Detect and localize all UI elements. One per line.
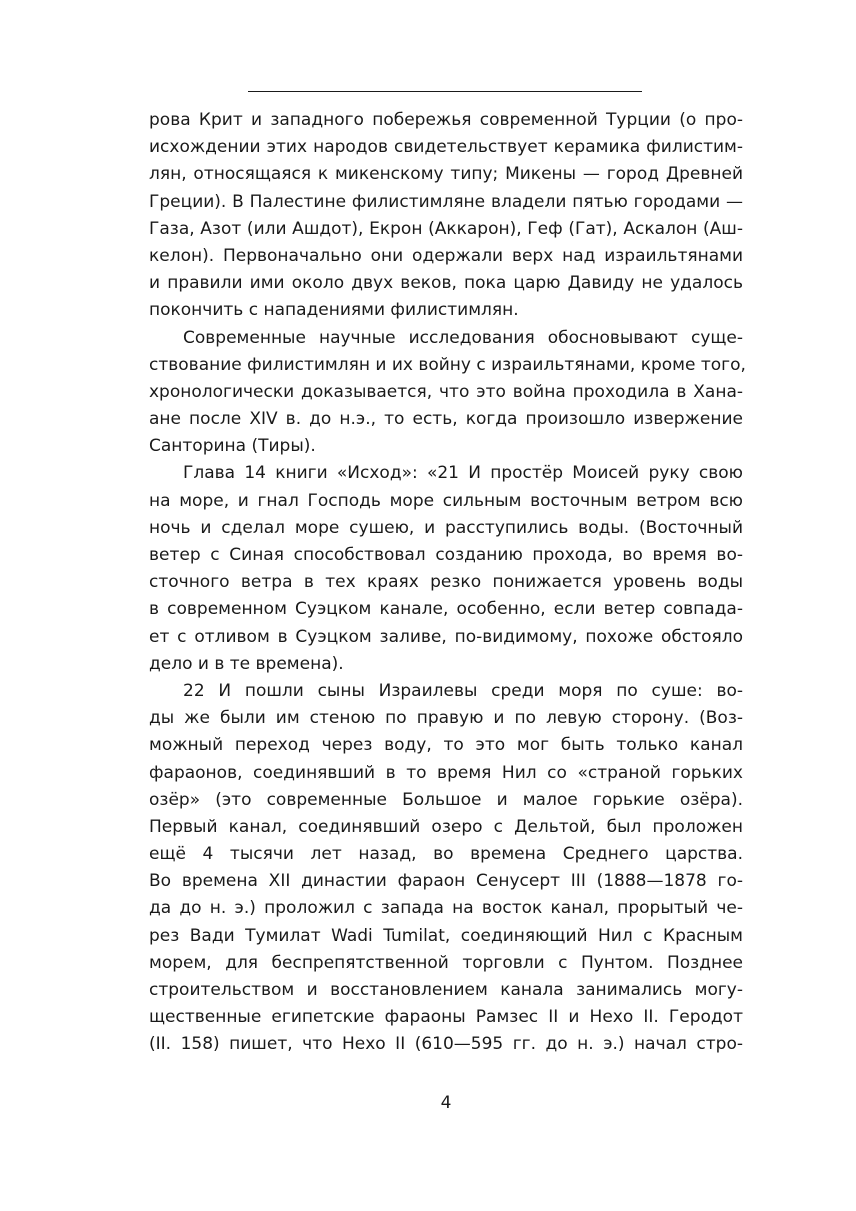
text-line: Газа, Азот (или Ашдот), Екрон (Аккарон), Геф (Гат), Аскалон (Аш-	[149, 218, 743, 239]
text-line: да до н. э.) проложил с запада на восток канал, прорытый че-	[149, 898, 743, 919]
text-line: строительством и восстановлением канала занимались могу-	[149, 980, 743, 1000]
text-line: ветер с Синая способствовал созданию прохода, во время во-	[149, 545, 743, 565]
text-line: ещё 4 тысячи лет назад, во времена Среднего царства.	[149, 844, 743, 865]
text-line: 22 И пошли сыны Израилевы среди моря по суше: во-	[183, 680, 743, 701]
text-line: (II. 158) пишет, что Нехо II (610—595 гг. до н. э.) начал стро-	[149, 1034, 743, 1055]
text-line: Глава 14 книги «Исход»: «21 И простёр Моисей руку свою	[183, 463, 743, 484]
page-number: 4	[440, 1093, 452, 1113]
text-line: ды же были им стеною по правую и по левую сторону. (Воз-	[149, 708, 743, 729]
body-text	[149, 107, 746, 1059]
text-line: можный переход через воду, то это мог быть только канал	[149, 735, 743, 756]
header-rule	[248, 91, 642, 92]
text-line: и правили ими около двух веков, пока царю Давиду не удалось	[149, 273, 743, 294]
text-line: келон). Первоначально они одержали верх над израильтянами	[149, 245, 743, 266]
text-line: Современные научные исследования обосновывают суще-	[183, 327, 743, 348]
text-line: морем, для беспрепятственной торговли с Пунтом. Позднее	[149, 952, 743, 973]
text-line: исхождении этих народов свидетельствует керамика филистим-	[149, 137, 743, 158]
text-line: дело и в те времена).	[149, 653, 344, 674]
text-line: ночь и сделал море сушею, и расступились воды. (Восточный	[149, 517, 743, 538]
text-line: ет с отливом в Суэцком заливе, по-видимому, похоже обстояло	[149, 626, 743, 647]
text-line: на море, и гнал Господь море сильным восточным ветром всю	[149, 490, 743, 511]
text-line: покончить с нападениями филистимлян.	[149, 300, 519, 321]
text-line: озёр» (это современные Большое и малое горькие озёра).	[149, 789, 743, 810]
text-line: ане после XIV в. до н.э., то есть, когда произошло извержение	[149, 409, 743, 430]
text-line: Первый канал, соединявший озеро с Дельтой, был проложен	[149, 816, 743, 837]
text-line: щественные египетские фараоны Рамзес II и Нехо II. Геродот	[149, 1007, 743, 1028]
text-line: рез Вади Тумилат Wadi Tumilat, соединяющий Нил с Красным	[149, 925, 743, 946]
text-line: сточного ветра в тех краях резко понижается уровень воды	[149, 572, 743, 593]
text-line: рова Крит и западного побережья современной Турции (о про-	[149, 110, 743, 130]
text-line: в современном Суэцком канале, особенно, если ветер совпада-	[149, 599, 743, 620]
text-line: фараонов, соединявший в то время Нил со «страной горьких	[149, 762, 743, 783]
text-line: Во времена XII династии фараон Сенусерт III (1888—1878 го-	[149, 871, 743, 892]
text-line: хронологически доказывается, что это война проходила в Хана-	[149, 381, 743, 402]
text-line: Греции). В Палестине филистимляне владели пятью городами —	[149, 191, 743, 212]
text-line: ствование филистимлян и их войну с израильтянами, кроме того,	[149, 354, 746, 375]
text-line: Санторина (Тиры).	[149, 436, 316, 457]
text-line: лян, относящаяся к микенскому типу; Микены — город Древней	[149, 164, 743, 185]
